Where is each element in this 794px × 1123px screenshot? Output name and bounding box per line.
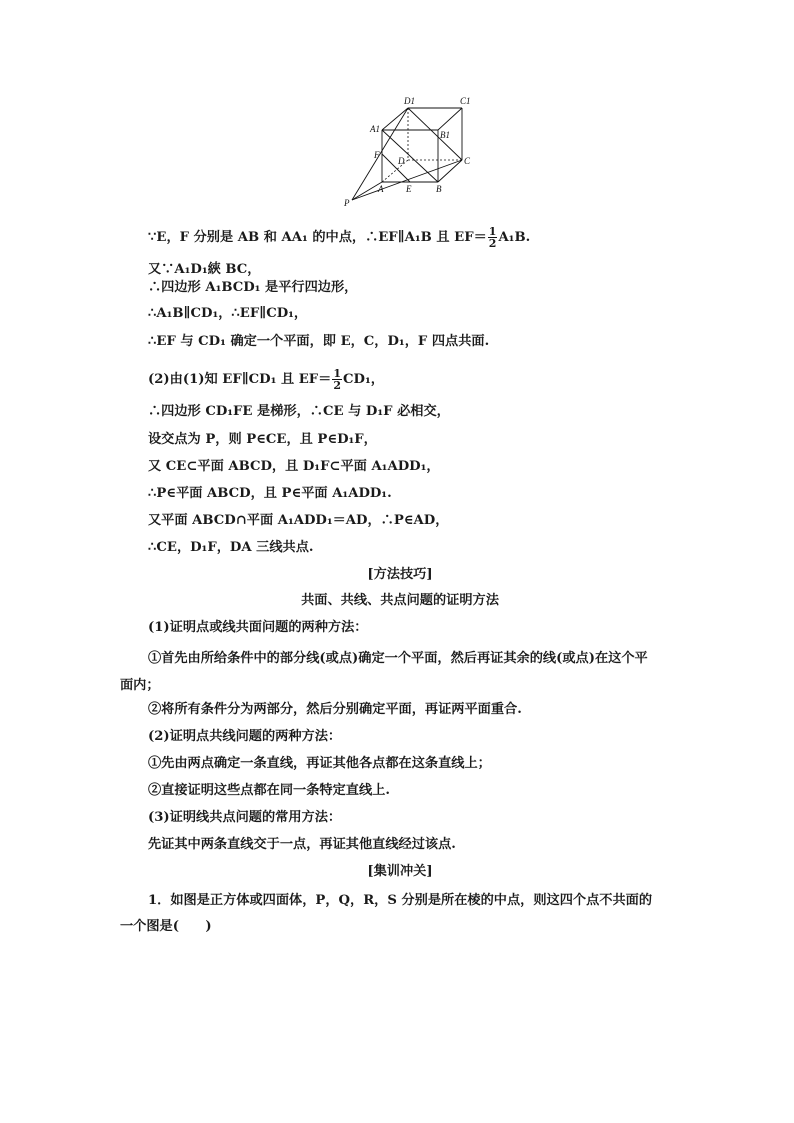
proof-line-3: ∴四边形 A₁BCD₁ 是平行四边形， [148,280,358,295]
method-line-2: ①首先由所给条件中的部分线(或点)确定一个平面，然后再证其余的线(或点)在这个平面内； [120,651,648,693]
label-a1: A1 [370,124,380,134]
line-pc [352,160,462,200]
cube-figure [340,92,480,208]
label-c1: C1 [460,96,471,106]
label-d: D [398,156,405,166]
proof-line-1 [148,226,530,249]
edge-bc [438,160,462,182]
proof-line-1-end: A₁B. [498,230,531,245]
edge-a1d1 [382,108,408,130]
proof-line-4: ∴A₁B∥CD₁，∴EF∥CD₁， [148,306,308,321]
fraction-numerator: 1 [333,367,342,380]
method-line-6: ②直接证明这些点都在同一条特定直线上. [148,783,390,798]
label-p: P [344,198,350,208]
proof-line-5: ∴EF 与 CD₁ 确定一个平面，即 E，C，D₁，F 四点共面. [148,334,490,349]
proof-line-9: 又 CE⊂平面 ABCD，且 D₁F⊂平面 A₁ADD₁， [148,459,440,474]
label-b1: B1 [440,130,450,140]
cube-diagram [340,92,480,208]
proof-line-6 [148,368,384,391]
label-f: F [374,150,380,160]
proof-line-11: 又平面 ABCD∩平面 A₁ADD₁＝AD，∴P∈AD， [148,513,449,528]
proof-line-8: 设交点为 P，则 P∈CE，且 P∈D₁F， [148,432,377,447]
method-line-1: (1)证明点或线共面问题的两种方法： [148,620,368,635]
line-fe [382,154,410,182]
method-title: 共面、共线、共点问题的证明方法 [301,593,499,608]
label-c: C [464,156,471,166]
edge-a1b [382,130,438,182]
practice-heading: [集训冲关] [367,864,433,879]
method-line-8: 先证其中两条直线交于一点，再证其他直线经过该点. [148,837,456,852]
fraction-denominator: 2 [488,237,497,250]
edge-b1c1 [438,108,462,130]
proof-line-7: ∴四边形 CD₁FE 是梯形，∴CE 与 D₁F 必相交， [148,404,450,419]
proof-line-6-text: (2)由(1)知 EF∥CD₁ 且 EF＝ [148,372,332,387]
label-d1: D1 [404,96,415,106]
fraction-numerator: 1 [488,225,497,238]
fraction-half [488,226,498,249]
proof-line-6-end: CD₁， [343,372,384,387]
proof-line-1-text: ∵E，F 分别是 AB 和 AA₁ 的中点，∴EF∥A₁B 且 EF＝ [148,230,487,245]
label-b: B [436,184,442,194]
proof-line-2: 又∵A₁D₁綊 BC， [148,262,261,277]
fraction-denominator: 2 [333,379,342,392]
method-line-7: (3)证明线共点问题的常用方法： [148,810,342,825]
method-line-4: (2)证明点共线问题的两种方法： [148,729,342,744]
method-line-3: ②将所有条件分为两部分，然后分别确定平面，再证两平面重合. [148,702,522,717]
method-line-5: ①先由两点确定一条直线，再证其他各点都在这条直线上； [148,756,491,771]
method-heading: [方法技巧] [367,567,433,582]
proof-line-10: ∴P∈平面 ABCD，且 P∈平面 A₁ADD₁. [148,486,392,501]
practice-question-1: 1．如图是正方体或四面体，P，Q，R，S 分别是所在棱的中点，则这四个点不共面的一个图是( ) [120,893,653,934]
label-e: E [406,184,412,194]
proof-line-12: ∴CE，D₁F，DA 三线共点. [148,540,314,555]
label-a: A [378,184,384,194]
fraction-half-2 [332,368,342,391]
